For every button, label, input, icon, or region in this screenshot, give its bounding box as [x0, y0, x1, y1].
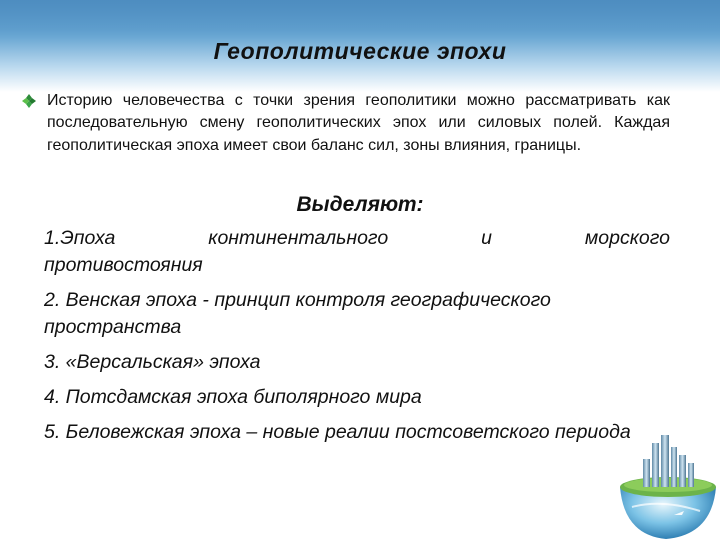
globe-city-icon — [612, 425, 720, 540]
subheading: Выделяют: — [296, 193, 424, 216]
list-item-line: противостояния — [44, 254, 203, 276]
list-item-line: 1.Эпоха континентального и морского — [44, 227, 670, 249]
list-item: 2. Венская эпоха - принцип контроля географического пространства — [44, 289, 551, 338]
epoch-list — [44, 225, 670, 454]
list-item: 4. Потсдамская эпоха биполярного мира — [44, 386, 422, 408]
slide-title: Геополитические эпохи — [213, 38, 507, 64]
intro-text: Историю человечества с точки зрения геополитики можно рассматривать как последовательную смену геополитических эпох или силовых полей. Каждая геополитическая эпоха имеет свои баланс сил, зоны влияния, границы. — [47, 92, 670, 154]
list-item: 3. «Версальская» эпоха — [44, 351, 261, 373]
list-item: 5. Беловежская эпоха – новые реалии постсоветского периода — [44, 421, 631, 443]
list-item — [44, 225, 670, 279]
diamond-bullet-icon — [21, 93, 37, 109]
intro-paragraph — [47, 90, 670, 157]
